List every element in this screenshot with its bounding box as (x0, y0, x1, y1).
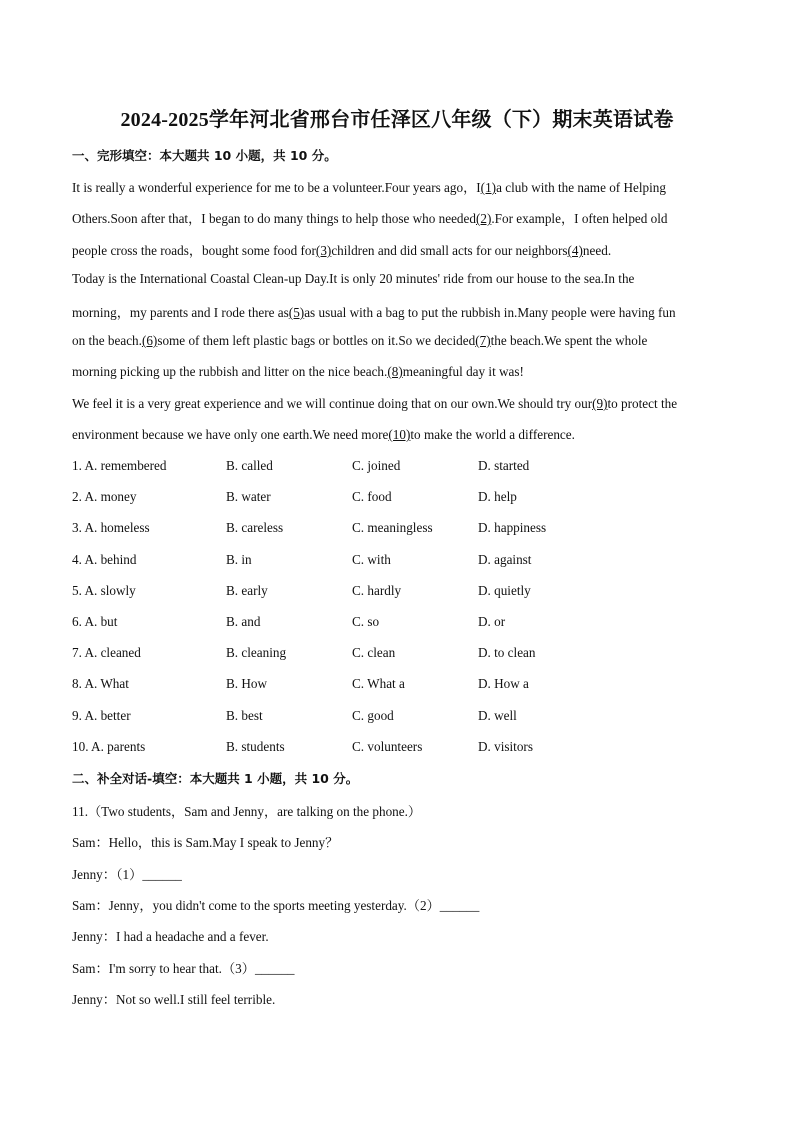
option-row (72, 614, 732, 632)
passage-text: people cross the roads，bought some food for (72, 243, 316, 258)
option-cell: D. help (478, 489, 517, 505)
option-cell: C. hardly (352, 582, 402, 598)
passage-text: to make the world a difference. (410, 427, 575, 442)
option-row (72, 739, 732, 757)
option-cell: D. to clean (478, 645, 536, 661)
passage-text: as usual with a bag to put the rubbish in.Many people were having fun (304, 305, 676, 320)
option-cell: 7. A. cleaned (72, 645, 141, 661)
passage-text: a club with the name of Helping (496, 180, 666, 195)
option-cell: 8. A. What (72, 676, 129, 692)
passage-line (72, 271, 634, 287)
passage-line (72, 333, 647, 349)
passage-text: on the beach. (72, 333, 142, 348)
option-row (72, 552, 732, 570)
option-cell: 6. A. but (72, 614, 118, 629)
blank-number: (1) (480, 180, 497, 195)
passage-line (72, 208, 668, 227)
option-row (72, 458, 732, 476)
option-cell: C. food (352, 489, 392, 505)
option-cell: 10. A. parents (72, 738, 146, 754)
option-cell: D. visitors (478, 738, 533, 754)
dialogue-line: Sam：Jenny，you didn't come to the sports meeting yesterday.（2）______ (72, 898, 480, 913)
option-cell: D. or (478, 614, 506, 629)
passage-text: Others.Soon after that，I began to do many things to help those who needed (72, 211, 476, 226)
passage-line (72, 364, 524, 380)
option-cell: 2. A. money (72, 489, 137, 505)
option-cell: C. good (352, 707, 394, 723)
option-cell: D. against (478, 551, 532, 567)
section-heading-cloze: 一、完形填空：本大题共 10 小题，共 10 分。 (72, 148, 337, 163)
option-cell: C. so (352, 614, 380, 629)
option-cell: B. in (226, 551, 252, 567)
passage-line (72, 302, 676, 321)
option-cell: 4. A. behind (72, 551, 137, 567)
option-cell: C. with (352, 551, 391, 567)
dialogue-line: 11.（Two students，Sam and Jenny，are talking on the phone.） (72, 804, 422, 819)
passage-text: Today is the International Coastal Clean-up Day.It is only 20 minutes' ride from our house to the sea.In the (72, 271, 635, 286)
option-cell: B. best (226, 707, 263, 723)
option-row (72, 676, 732, 694)
option-cell: B. cleaning (226, 645, 287, 661)
dialogue-line: Sam：Hello，this is Sam.May I speak to Jenny？ (72, 835, 339, 850)
dialogue-line: Jenny：（1）______ (72, 867, 182, 882)
passage-text: morning picking up the rubbish and litter on the nice beach. (72, 364, 388, 379)
option-cell: B. careless (226, 520, 284, 536)
option-row (72, 489, 732, 507)
passage-text: the beach.We spent the whole (490, 333, 648, 348)
option-cell: D. happiness (478, 520, 547, 536)
dialogue-line: Jenny：I had a headache and a fever. (72, 929, 269, 944)
passage-text: need. (582, 243, 612, 258)
option-cell: C. joined (352, 458, 401, 473)
passage-line (72, 240, 611, 259)
option-cell: 1. A. remembered (72, 458, 167, 473)
blank-number: (10) (388, 427, 411, 442)
blank-number: (5) (288, 305, 305, 320)
option-cell: D. How a (478, 676, 529, 692)
option-row (72, 708, 732, 726)
option-cell: 3. A. homeless (72, 520, 150, 536)
option-row (72, 583, 732, 601)
passage-line (72, 396, 677, 412)
passage-text: It is really a wonderful experience for me to be a volunteer.Four years ago，I (72, 180, 481, 195)
option-cell: 9. A. better (72, 707, 131, 723)
option-cell: B. students (226, 738, 285, 754)
option-row (72, 520, 732, 538)
passage-text: environment because we have only one earth.We need more (72, 427, 389, 442)
blank-number: (9) (592, 396, 608, 411)
option-cell: D. started (478, 458, 530, 473)
passage-line (72, 427, 575, 443)
option-cell: C. volunteers (352, 738, 423, 754)
option-cell: B. early (226, 582, 268, 598)
passage-text: meaningful day it was! (402, 364, 524, 379)
blank-number: (4) (567, 243, 583, 258)
dialogue-line: Sam：I'm sorry to hear that.（3）______ (72, 961, 295, 976)
option-cell: C. What a (352, 676, 405, 692)
passage-text: We feel it is a very great experience and we will continue doing that on our own.We should try our (72, 396, 593, 411)
option-cell: 5. A. slowly (72, 582, 136, 598)
passage-line (72, 177, 666, 196)
option-cell: D. well (478, 707, 517, 723)
section-heading-dialogue: 二、补全对话-填空：本大题共 1 小题，共 10 分。 (72, 771, 359, 786)
passage-text: morning，my parents and I rode there as (72, 305, 289, 320)
option-cell: B. water (226, 489, 271, 505)
passage-text: some of them left plastic bags or bottles on it.So we decided (157, 333, 476, 348)
blank-number: (3) (315, 243, 332, 258)
passage-text: to protect the (607, 396, 678, 411)
blank-number: (2) (475, 211, 492, 226)
option-cell: B. and (226, 614, 261, 629)
option-cell: B. called (226, 458, 273, 473)
option-cell: D. quietly (478, 582, 531, 598)
blank-number: (6) (141, 333, 158, 348)
blank-number: (8) (387, 364, 403, 379)
passage-text: children and did small acts for our neighbors (331, 243, 568, 258)
option-cell: B. How (226, 676, 268, 692)
option-cell: C. clean (352, 645, 396, 661)
page-title: 2024-2025学年河北省邢台市任泽区八年级（下）期末英语试卷 (120, 109, 674, 131)
option-row (72, 645, 732, 663)
option-cell: C. meaningless (352, 520, 433, 536)
blank-number: (7) (475, 333, 491, 348)
dialogue-line: Jenny：Not so well.I still feel terrible. (72, 992, 276, 1007)
passage-text: .For example，I often helped old (491, 211, 668, 226)
